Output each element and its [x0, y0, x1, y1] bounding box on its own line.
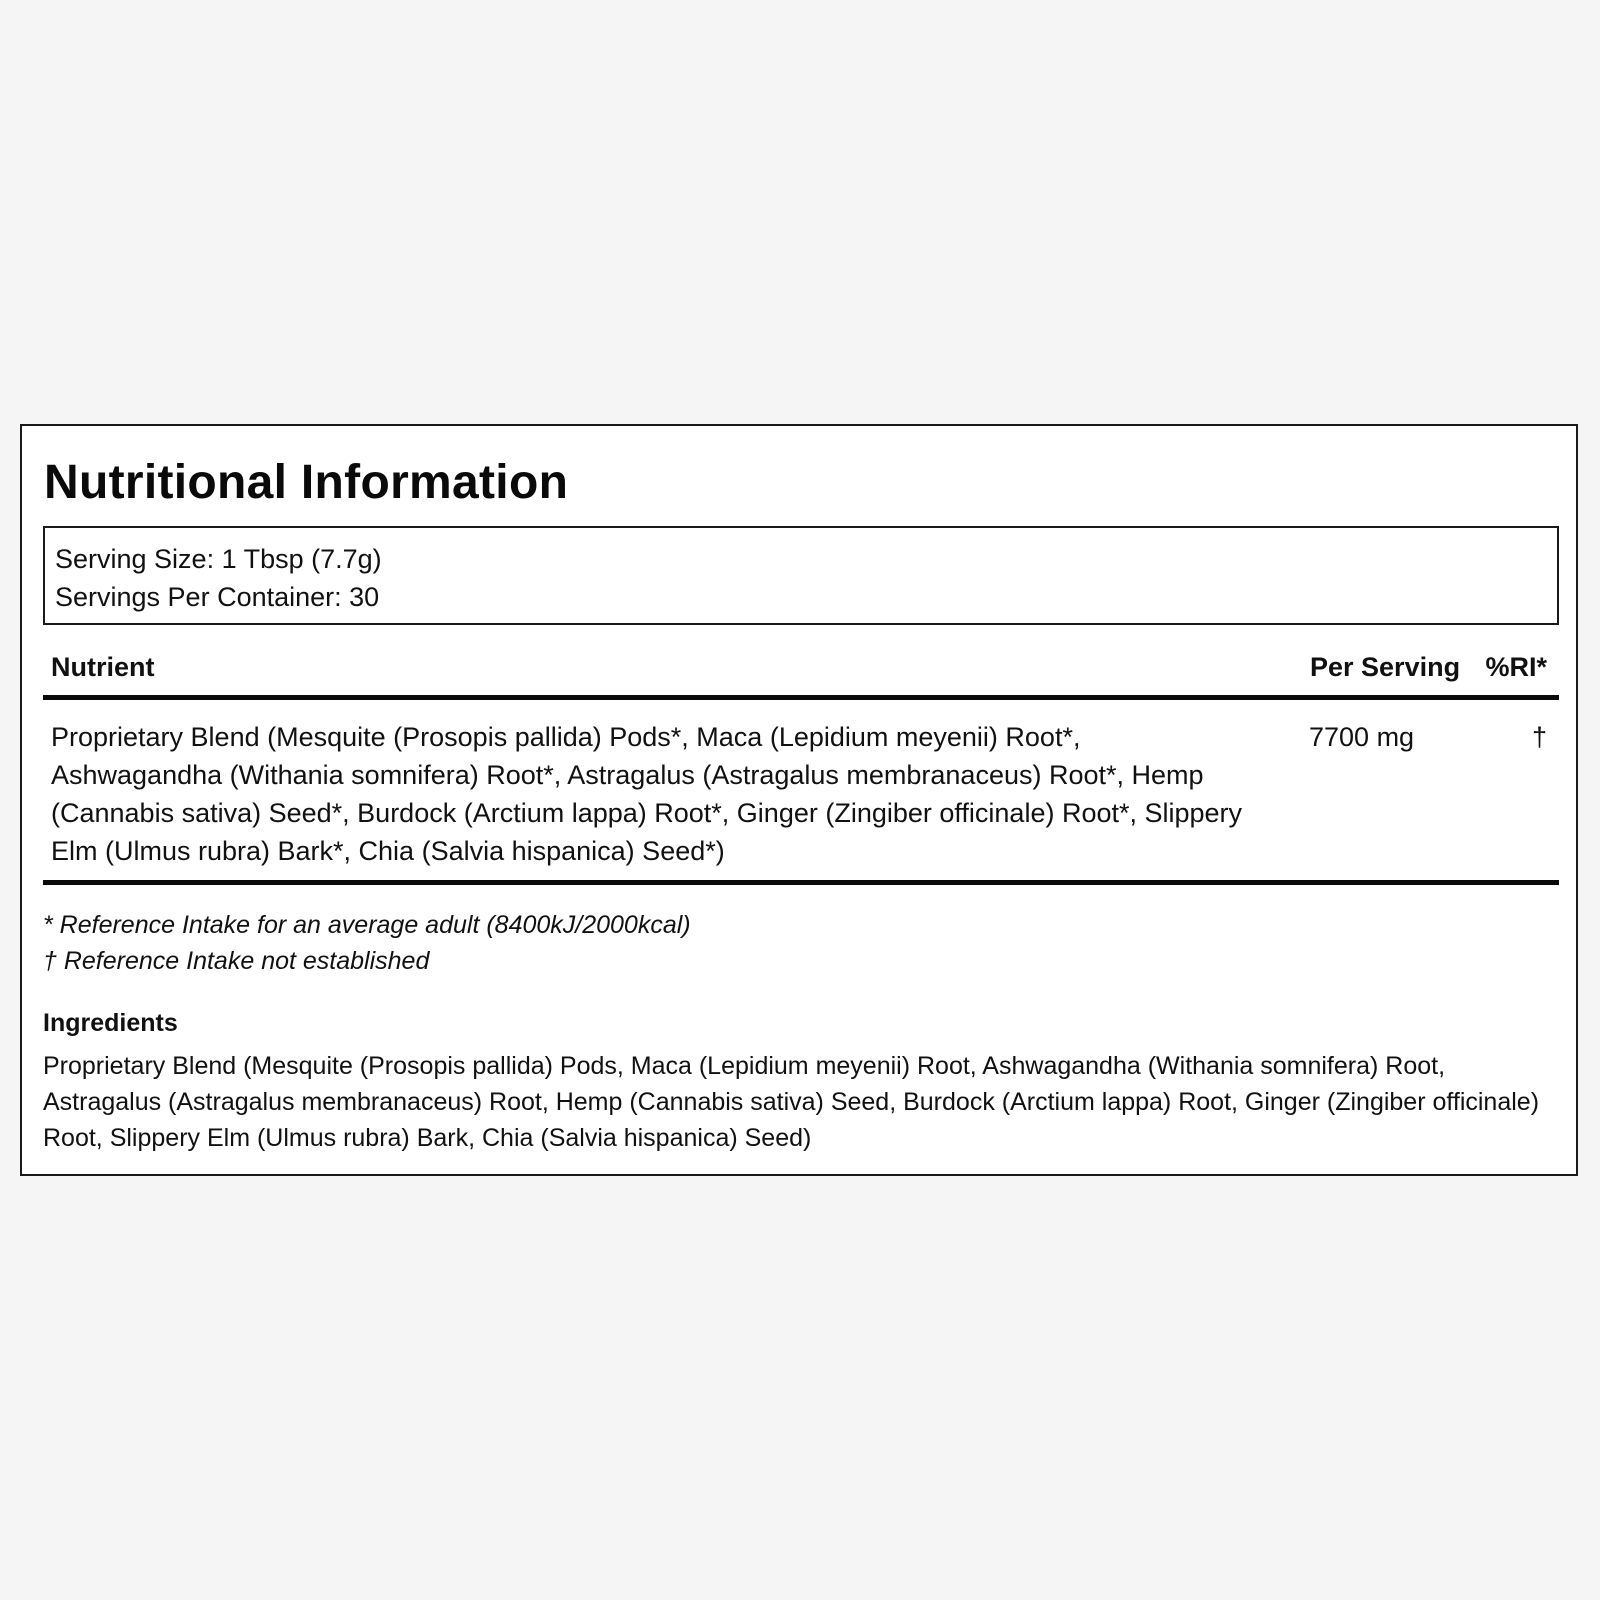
column-header-ri: %RI*: [1485, 652, 1547, 682]
label-title: Nutritional Information: [44, 456, 569, 509]
servings-per-container: Servings Per Container: 30: [55, 582, 380, 612]
table-bottom-rule: [43, 880, 1559, 885]
column-header-per-serving: Per Serving: [1310, 652, 1461, 682]
nutrition-label-panel: [20, 424, 1578, 1176]
ingredients-text: Proprietary Blend (Mesquite (Prosopis pallida) Pods, Maca (Lepidium meyenii) Root, Ashwagandha (Withania somnifera) Root, Astragalus (Astragalus membranaceus) Root, Hemp (Cannabis sativa) Seed, Burdock (Arctium lappa) Root, Ginger (Zingiber officinale) Root, Slippery Elm (Ulmus rubra) Bark, Chia (Salvia hispanica) Seed): [43, 1052, 1540, 1152]
footnote-reference-intake: * Reference Intake for an average adult (8400kJ/2000kcal): [43, 911, 691, 939]
serving-info-box: [43, 526, 1559, 625]
footnotes: [43, 907, 691, 979]
table-row-ri: †: [1531, 722, 1547, 752]
table-top-rule: [43, 695, 1559, 700]
table-row-per-serving: 7700 mg: [1309, 722, 1415, 752]
serving-size: Serving Size: 1 Tbsp (7.7g): [55, 544, 382, 574]
column-header-nutrient: Nutrient: [51, 652, 155, 682]
footnote-not-established: † Reference Intake not established: [43, 947, 430, 975]
table-row-nutrient: Proprietary Blend (Mesquite (Prosopis pallida) Pods*, Maca (Lepidium meyenii) Root*, Ashwagandha (Withania somnifera) Root*, Astragalus (Astragalus membranaceus) Root*, Hemp (Cannabis sativa) Seed*, Burdock (Arctium lappa) Root*, Ginger (Zingiber officinale) Root*, Slippery Elm (Ulmus rubra) Bark*, Chia (Salvia hispanica) Seed*): [51, 722, 1243, 866]
ingredients-heading: Ingredients: [43, 1009, 178, 1037]
